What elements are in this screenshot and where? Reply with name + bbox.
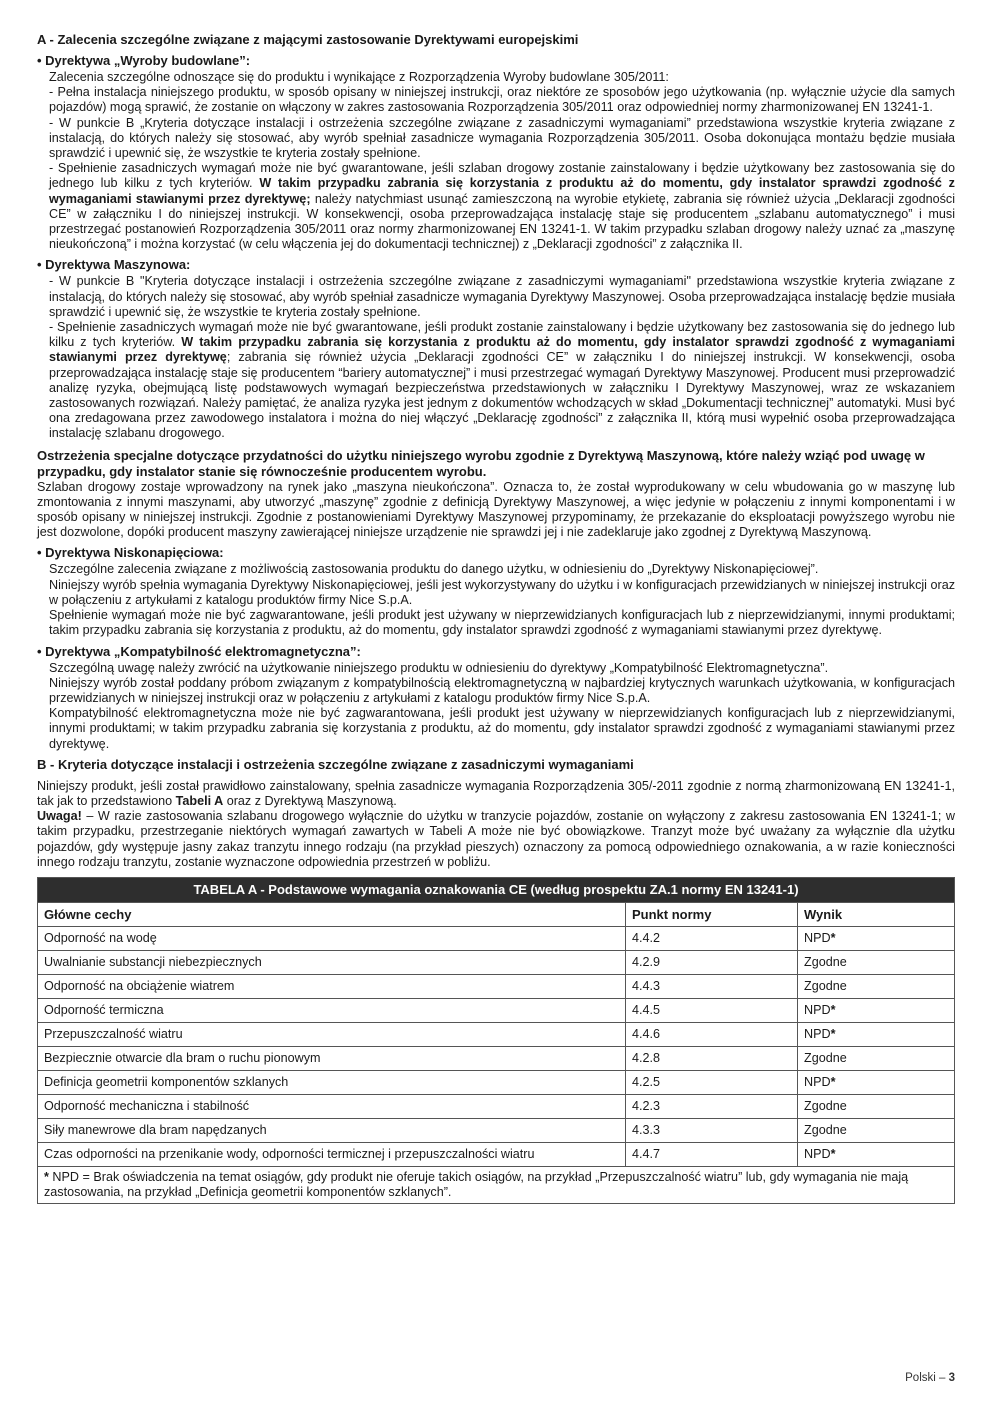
text-run: ; zabrania się również użycia „Deklaracji zgodności CE” w załączniku I do niniejszej instrukcji. W konsekwencji, osoba przeprowadzająca instalację staje się producentem “bariery automatycznej” i musi przestrzegać wymagań Dyrektywy Maszynowej. Producent musi przeprowadzić analizę ryzyka, obejmującą listę podstawowych wymagań bezpieczeństwa przedstawionych w załączniku I Dyrektywy Maszynowej, wraz ze wskazaniem zastosowanych rozwiązań. Należy pamiętać, że analiza ryzyka jest jednym z dokumentów wchodzących w skład „Dokumentacji technicznej” automatyki. Musi być ona zredagowana przez zawodowego instalatora i można do niej włączyć „Deklarację zgodności” z załącznika II, którą musi wypełnić osoba przeprowadzająca instalację szlabanu drogowego. <box>49 350 956 441</box>
construction-products-title: • Dyrektywa „Wyroby budowlane”: <box>37 53 251 68</box>
cell-result-text: NPD <box>804 1075 831 1090</box>
column-header-feature: Główne cechy <box>38 902 626 926</box>
cell-feature-text: Bezpiecznie otwarcie dla bram o ruchu pionowym <box>44 1051 321 1066</box>
cell-result-text: NPD <box>804 931 831 946</box>
cell-point-text: 4.4.3 <box>632 979 661 994</box>
cell-point <box>626 950 798 974</box>
emc-directive-title: • Dyrektywa „Kompatybilność elektromagnetyczna”: <box>37 643 361 659</box>
paragraph: Spełnienie wymagań może nie być zagwarantowane, jeśli produkt jest używany w nieprzewidzianych konfiguracjach lub z nieprzewidzianymi, innymi produktami; takim przypadku zabrania się korzystania z produktu, aż do momentu, gdy instalator sprawdzi zgodność z wymaganiami stawianymi przez dyrektywę. <box>49 608 955 638</box>
footer-language: Polski – <box>905 1372 949 1384</box>
paragraph <box>49 320 955 442</box>
asterisk-mark: * <box>830 1003 836 1018</box>
cell-feature <box>38 1142 626 1166</box>
bold-text-run: Uwaga! <box>37 809 82 824</box>
cell-result <box>798 998 955 1022</box>
bold-text-run: W takim przypadku zabrania się korzystania z produktu aż do momentu, gdy instalator sprawdzi zgodność z wymaganiami stawianymi przez dyrektywę; <box>49 176 955 206</box>
cell-point-text: 4.4.6 <box>632 1027 661 1042</box>
table-body <box>38 926 955 1166</box>
asterisk-mark: * <box>830 1075 836 1090</box>
cell-point <box>626 1142 798 1166</box>
table-row <box>38 1022 955 1046</box>
table-row <box>38 1118 955 1142</box>
low-voltage-directive-title: • Dyrektywa Niskonapięciowa: <box>37 545 224 561</box>
table-header-row <box>38 902 955 926</box>
cell-feature-text: Odporność na wodę <box>44 931 157 946</box>
machinery-directive-body <box>37 274 955 441</box>
cell-point <box>626 1046 798 1070</box>
cell-result <box>798 1142 955 1166</box>
table-note-row <box>38 1166 955 1203</box>
table-a <box>37 877 955 1204</box>
cell-point-text: 4.4.7 <box>632 1147 661 1162</box>
cell-result-text: NPD <box>804 1003 831 1018</box>
table-row <box>38 1046 955 1070</box>
text-run: Niniejszy produkt, jeśli został prawidłowo zainstalowany, spełnia zasadnicze wymagania Rozporządzenia 305/-2011 zgodnie z normą zharmonizowaną EN 13241-1, tak jak to przedstawiono <box>37 778 955 808</box>
column-header-result: Wynik <box>798 902 955 926</box>
cell-result <box>798 1022 955 1046</box>
text-run: – W razie zastosowania szlabanu drogowego wyłącznie do użytku w tranzycie pojazdów, zostanie on wyłączony z zakresu zastosowania EN 13241-1; w takim przypadku, przestrzeganie niektórych wymagań zawartych w Tabeli A może nie być obowiązkowe. Tranzyt może być uważany za wyłącznie dla użytku pojazdów, gdy występuje jasny zakaz tranzytu innego rodzaju (na przykład pieszych) oznaczony za pomocą odpowiedniego oznakowania, a w razie konieczności innego rodzaju tranzytu, zostanie wyznaczone odpowiednia przestrzeń w pobliżu. <box>37 809 955 869</box>
cell-result <box>798 950 955 974</box>
cell-point <box>626 1070 798 1094</box>
emc-directive-body <box>37 661 955 752</box>
cell-feature-text: Odporność na obciążenie wiatrem <box>44 979 235 994</box>
table-row <box>38 1142 955 1166</box>
cell-feature <box>38 1022 626 1046</box>
cell-feature <box>38 926 626 950</box>
cell-point <box>626 1022 798 1046</box>
paragraph: Niniejszy wyrób został poddany próbom związanym z kompatybilnością elektromagnetyczną w najbardziej krytycznych warunkach użytkowania, w konfiguracjach przewidzianych w niniejszej instrukcji oraz w połączeniu z artykułami z katalogu produktów firmy Nice S.p.A. <box>49 675 955 705</box>
cell-feature-text: Odporność termiczna <box>44 1003 164 1018</box>
cell-result-text: NPD <box>804 1027 831 1042</box>
section-b-heading: B - Kryteria dotyczące instalacji i ostrzeżenia szczególne związane z zasadniczymi wymaganiami <box>37 756 634 772</box>
paragraph: - W punkcie B "Kryteria dotyczące instalacji i ostrzeżenia szczególne związane z zasadniczymi wymaganiami" przedstawiona wszystkie kryteria związane z instalacją, do których należy się stosować, aby wyrób spełniał zasadnicze wymagania Dyrektywy Maszynowej. Osoba przeprowadzająca instalację będzie musiała sprawdzić i upewnić się, że wszystkie te kryteria zostały spełnione. <box>49 274 955 319</box>
table-row <box>38 926 955 950</box>
cell-result <box>798 1094 955 1118</box>
section-a-heading: A - Zalecenia szczególne związane z mającymi zastosowanie Dyrektywami europejskimi <box>37 32 579 47</box>
table-row <box>38 1094 955 1118</box>
table-title-row <box>38 877 955 902</box>
cell-point <box>626 974 798 998</box>
cell-point <box>626 926 798 950</box>
paragraph: - Pełna instalacja niniejszego produktu, w sposób opisany w niniejszej instrukcji, oraz niektóre ze sposobów jego użytkowania (np. wyłącznie użycie dla samych pojazdów) mogą sprawić, że zostanie on włączony w zakres zastosowania Rozporządzenia 305/2011 oraz odpowiedniej normy zharmonizowanej EN 13241-1. <box>49 85 955 115</box>
page-footer <box>905 1372 955 1384</box>
table-note <box>38 1166 955 1203</box>
cell-feature <box>38 998 626 1022</box>
paragraph: - W punkcie B „Kryteria dotyczące instalacji i ostrzeżenia szczególne związane z zasadniczymi wymaganiami” przedstawiona wszystkie kryteria związane z instalacją, do których należy się stosować, aby wyrób spełniał zasadnicze wymagania Rozporządzenia 305/2011. Osoba dokonująca montażu będzie musiała sprawdzić i upewnić się, że wszystkie te kryteria zostały spełnione. <box>49 115 955 161</box>
paragraph <box>37 809 955 870</box>
text-run: należy natychmiast usunąć zamieszczoną na wyrobie etykietę, zabrania się również użycia „Deklaracji zgodności CE” w załączniku I do niniejszej instrukcji. W konsekwencji, osoba przeprowadzająca instalację staje się producentem „szlabanu automatycznego” i musi przestrzegać postanowień Rozporządzenia 305/2011 oraz normy zharmonizowanej EN 13241-1. W takim przypadku szlaban drogowy należy uznać za „maszynę nieukończoną” i można korzystać (w celu włączenia jej do dokumentacji technicznej) z „Deklaracji zgodności” z załącznika II. <box>49 191 955 252</box>
cell-feature <box>38 974 626 998</box>
cell-point-text: 4.2.3 <box>632 1099 661 1114</box>
text-run: - Spełnienie zasadniczych wymagań może nie być gwarantowane, jeśli szlaban drogowy zostanie zainstalowany i będzie użytkowany bez zastosowania się do jednego lub kilku z tych kryteriów. <box>49 161 955 191</box>
cell-point-text: 4.4.2 <box>632 931 661 946</box>
cell-point <box>626 1118 798 1142</box>
table-title: TABELA A - Podstawowe wymagania oznakowania CE (według prospektu ZA.1 normy EN 13241-1) <box>38 877 955 902</box>
bold-text-run: W takim przypadku zabrania się korzystania z produktu aż do momentu, gdy instalator sprawdzi zgodność z wymaganiami stawianymi przez dyrektywę <box>49 335 955 365</box>
cell-feature-text: Czas odporności na przenikanie wody, odporności termicznej i przepuszczalności wiatru <box>44 1147 535 1162</box>
machinery-directive-title: • Dyrektywa Maszynowa: <box>37 257 191 273</box>
cell-feature <box>38 1094 626 1118</box>
cell-result-text: NPD <box>804 1147 831 1162</box>
text-run: oraz z Dyrektywą Maszynową. <box>223 793 397 808</box>
table-row <box>38 950 955 974</box>
note-asterisk: * <box>44 1169 49 1184</box>
low-voltage-directive-body <box>37 562 955 638</box>
text-run: - Spełnienie zasadniczych wymagań może nie być gwarantowane, jeśli produkt zostanie zainstalowany i będzie użytkowany bez zastosowania się do jednego lub kilku z tych kryteriów. <box>49 320 955 350</box>
cell-feature-text: Siły manewrowe dla bram napędzanych <box>44 1123 267 1138</box>
cell-result <box>798 1070 955 1094</box>
cell-result-text: Zgodne <box>804 1051 847 1066</box>
table-row <box>38 998 955 1022</box>
cell-feature <box>38 1046 626 1070</box>
asterisk-mark: * <box>830 1147 836 1162</box>
special-warnings-title: Ostrzeżenia specjalne dotyczące przydatności do użytku niniejszego wyrobu zgodnie z Dyrektywą Maszynową, które należy wziąć pod uwagę w przypadku, gdy instalator stanie się równocześnie producentem wyrobu. <box>37 447 925 479</box>
asterisk-mark: * <box>830 1027 836 1042</box>
cell-feature <box>38 1070 626 1094</box>
cell-point-text: 4.2.9 <box>632 955 661 970</box>
cell-point-text: 4.4.5 <box>632 1003 661 1018</box>
paragraph: Zalecenia szczególne odnoszące się do produktu i wynikające z Rozporządzenia Wyroby budowlane 305/2011: <box>49 70 669 84</box>
cell-result <box>798 926 955 950</box>
construction-products-body <box>37 70 955 252</box>
cell-point <box>626 1094 798 1118</box>
note-text: NPD = Brak oświadczenia na temat osiągów, gdy produkt nie oferuje takich osiągów, na przykład „Przepuszczalność wiatru” lub, gdy wymagania nie mają zastosowania, na przykład „Definicja geometrii komponentów szklanych”. <box>44 1169 909 1200</box>
cell-result <box>798 974 955 998</box>
paragraph: Szlaban drogowy zostaje wprowadzony na rynek jako „maszyna nieukończona”. Oznacza to, że został wyprodukowany w celu wbudowania go w maszynę lub zmontowania z innymi maszynami, aby utworzyć „maszynę” zgodnie z definicją Dyrektywy Maszynowej, a więc jedynie w połączeniu z innymi komponentami i w sposób opisany w niniejszej instrukcji. Zgodnie z postanowieniami Dyrektywy Maszynowej przypominamy, że przekazanie do eksploatacji powyższego wyrobu nie jest dozwolone, dopóki producent maszyny zawierającej niniejsze urządzenie nie sprawdzi jej i nie zadeklaruje jako zgodnej z Dyrektywą Maszynową. <box>37 479 955 540</box>
table-row <box>38 974 955 998</box>
paragraph: Kompatybilność elektromagnetyczna może nie być zagwarantowana, jeśli produkt jest używany w nieprzewidzianych konfiguracjach lub z nieprzewidzianymi, innymi produktami; w takim przypadku zabrania się korzystania z produktu, aż do momentu, gdy instalator sprawdzi zgodność z wymaganiami stawianymi przez dyrektywę. <box>49 706 955 751</box>
cell-feature <box>38 1118 626 1142</box>
cell-feature <box>38 950 626 974</box>
cell-point-text: 4.3.3 <box>632 1123 661 1138</box>
column-header-point: Punkt normy <box>626 902 798 926</box>
cell-point-text: 4.2.8 <box>632 1051 661 1066</box>
cell-result-text: Zgodne <box>804 955 847 970</box>
paragraph <box>37 779 955 809</box>
cell-feature-text: Odporność mechaniczna i stabilność <box>44 1099 250 1114</box>
asterisk-mark: * <box>830 931 836 946</box>
cell-result-text: Zgodne <box>804 1123 847 1138</box>
cell-result-text: Zgodne <box>804 979 847 994</box>
cell-result <box>798 1118 955 1142</box>
paragraph: Niniejszy wyrób spełnia wymagania Dyrektywy Niskonapięciowej, jeśli jest wykorzystywany do użytku i w konfiguracjach przewidzianych w niniejszej instrukcji oraz w połączeniu z artykułami z katalogu produktów firmy Nice S.p.A. <box>49 577 955 607</box>
paragraph: Szczególne zalecenia związane z możliwością zastosowania produktu do danego użytku, w odniesieniu do „Dyrektywy Niskonapięciowej”. <box>49 562 819 577</box>
cell-feature-text: Przepuszczalność wiatru <box>44 1027 183 1042</box>
cell-feature-text: Definicja geometrii komponentów szklanych <box>44 1075 289 1090</box>
cell-result-text: Zgodne <box>804 1099 847 1114</box>
bold-text-run: Tabeli A <box>175 793 224 808</box>
document-page <box>37 32 955 1204</box>
paragraph <box>49 161 955 252</box>
table-row <box>38 1070 955 1094</box>
paragraph: Szczególną uwagę należy zwrócić na użytkowanie niniejszego produktu w odniesieniu do dyrektywy „Kompatybilność Elektromagnetyczna”. <box>49 660 829 675</box>
cell-feature-text: Uwalnianie substancji niebezpiecznych <box>44 955 262 970</box>
cell-point-text: 4.2.5 <box>632 1075 661 1090</box>
cell-result <box>798 1046 955 1070</box>
page-number: 3 <box>948 1372 955 1384</box>
cell-point <box>626 998 798 1022</box>
